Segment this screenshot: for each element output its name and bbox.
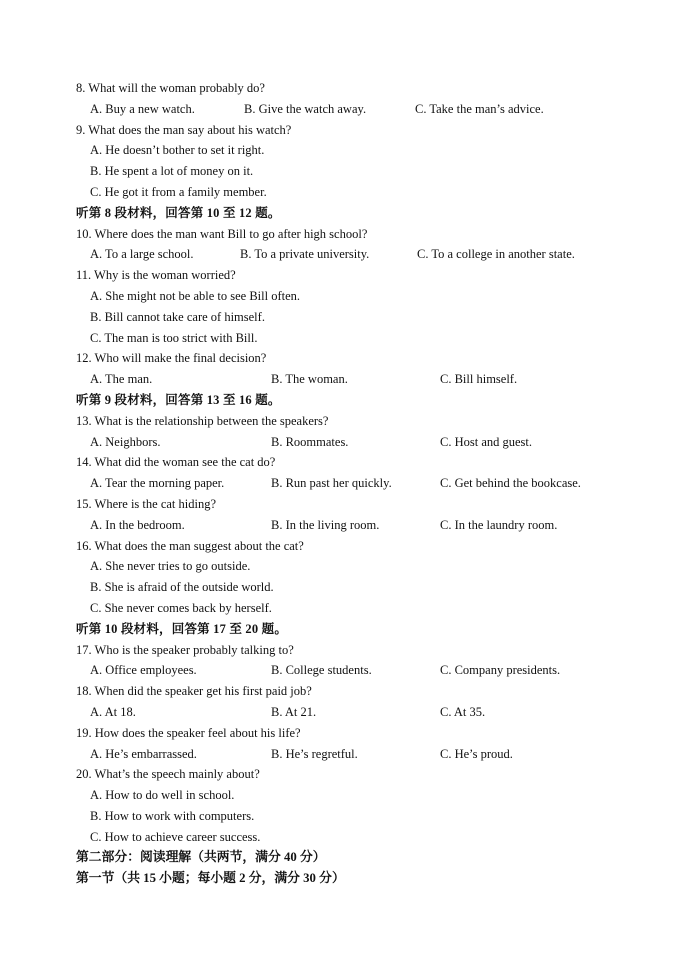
answer-option: A. In the bedroom. <box>90 517 185 532</box>
question-text: 14. What did the woman see the cat do? <box>76 455 276 470</box>
section-heading-10: 听第 10 段材料，回答第 17 至 20 题。 <box>76 621 288 636</box>
question-text: 15. Where is the cat hiding? <box>76 496 217 511</box>
answer-options-row <box>76 744 636 765</box>
question-text: 8. What will the woman probably do? <box>76 81 265 95</box>
answer-option: A. At 18. <box>90 704 136 719</box>
answer-option: C. He’s proud. <box>440 746 513 761</box>
question-group-c <box>76 411 636 619</box>
question-group-d <box>76 640 636 848</box>
answer-option: C. He got it from a family member. <box>90 184 267 199</box>
answer-option: B. Roommates. <box>271 434 349 449</box>
answer-option: B. He spent a lot of money on it. <box>90 164 254 179</box>
answer-option: C. Host and guest. <box>440 434 533 449</box>
answer-option: A. Neighbors. <box>90 434 161 449</box>
question-text: 18. When did the speaker get his first paid job? <box>76 684 312 699</box>
question-text: 17. Who is the speaker probably talking to? <box>76 642 294 657</box>
answer-options-row <box>76 432 636 453</box>
answer-options-row <box>76 660 636 681</box>
answer-option: B. At 21. <box>271 704 317 719</box>
answer-option: B. In the living room. <box>271 517 380 532</box>
answer-options-row <box>76 99 636 120</box>
section-heading-9: 听第 9 段材料，回答第 13 至 16 题。 <box>76 392 281 407</box>
section-one-heading: 第一节（共 15 小题；每小题 2 分，满分 30 分） <box>76 871 345 886</box>
answer-option: C. The man is too strict with Bill. <box>90 330 258 345</box>
answer-option: A. He doesn’t bother to set it right. <box>90 143 265 158</box>
answer-option: A. She never tries to go outside. <box>90 559 251 574</box>
exam-content <box>76 78 636 889</box>
answer-option: C. To a college in another state. <box>417 247 575 262</box>
answer-option: C. She never comes back by herself. <box>90 600 272 615</box>
answer-option: C. At 35. <box>440 704 486 719</box>
answer-option: A. Buy a new watch. <box>90 101 195 116</box>
answer-options-row <box>76 473 636 494</box>
question-text: 9. What does the man say about his watch? <box>76 122 292 137</box>
part-two-heading: 第二部分：阅读理解（共两节，满分 40 分） <box>76 850 326 865</box>
answer-option: B. Give the watch away. <box>244 101 367 116</box>
answer-option: C. How to achieve career success. <box>90 829 261 844</box>
answer-option: A. Tear the morning paper. <box>90 476 225 491</box>
answer-option: A. He’s embarrassed. <box>90 746 197 761</box>
answer-options-row <box>76 515 636 536</box>
question-group-b <box>76 224 636 390</box>
answer-options-row <box>76 244 636 265</box>
question-text: 16. What does the man suggest about the cat? <box>76 538 304 553</box>
answer-option: A. She might not be able to see Bill often. <box>90 288 301 303</box>
answer-option: A. To a large school. <box>90 247 194 262</box>
answer-option: B. College students. <box>271 663 372 678</box>
answer-option: C. Get behind the bookcase. <box>440 476 581 491</box>
answer-option: A. Office employees. <box>90 663 197 678</box>
answer-option: A. How to do well in school. <box>90 788 235 803</box>
answer-option: B. The woman. <box>271 372 348 387</box>
question-group-a <box>76 78 636 203</box>
answer-option: C. Take the man’s advice. <box>415 101 544 116</box>
answer-option: C. In the laundry room. <box>440 517 558 532</box>
question-text: 20. What’s the speech mainly about? <box>76 767 260 782</box>
question-text: 19. How does the speaker feel about his life? <box>76 725 301 740</box>
answer-option: C. Bill himself. <box>440 372 518 387</box>
answer-option: B. Run past her quickly. <box>271 476 392 491</box>
answer-option: B. He’s regretful. <box>271 746 358 761</box>
answer-option: B. To a private university. <box>240 247 370 262</box>
question-text: 13. What is the relationship between the speakers? <box>76 413 329 428</box>
answer-options-row <box>76 369 636 390</box>
question-text: 12. Who will make the final decision? <box>76 351 267 366</box>
answer-option: B. How to work with computers. <box>90 808 255 823</box>
answer-option: B. Bill cannot take care of himself. <box>90 309 265 324</box>
answer-option: B. She is afraid of the outside world. <box>90 580 274 595</box>
answer-option: C. Company presidents. <box>440 663 561 678</box>
answer-option: A. The man. <box>90 372 153 387</box>
question-text: 11. Why is the woman worried? <box>76 268 236 283</box>
answer-options-row <box>76 702 636 723</box>
section-heading-8: 听第 8 段材料，回答第 10 至 12 题。 <box>76 205 281 220</box>
question-text: 10. Where does the man want Bill to go after high school? <box>76 226 368 241</box>
